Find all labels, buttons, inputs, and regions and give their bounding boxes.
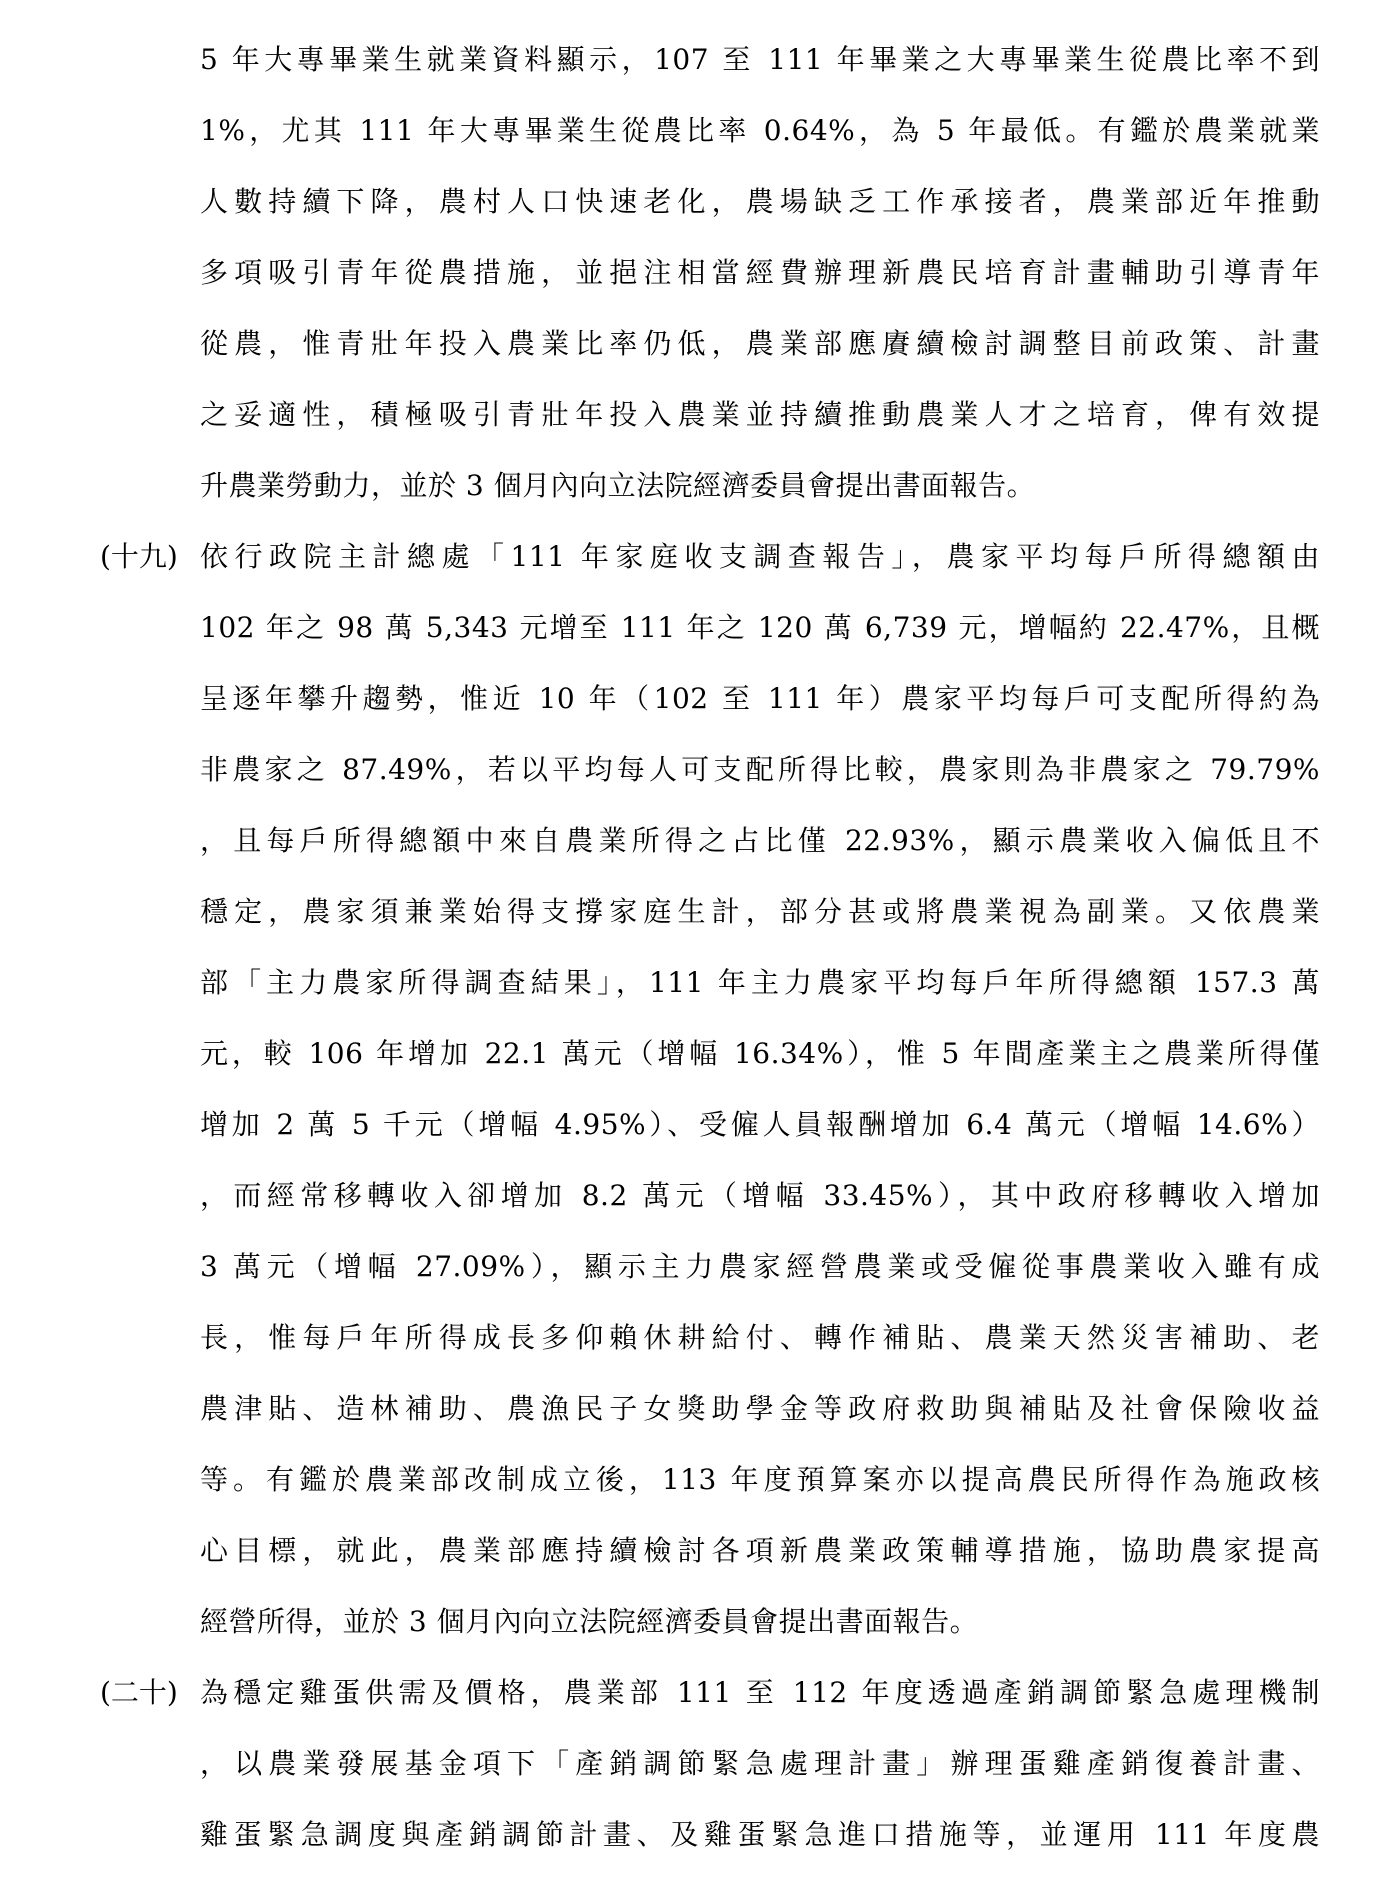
paragraph-line: 從農，惟青壯年投入農業比率仍低，農業部應賡續檢討調整目前政策、計畫 [200, 327, 1320, 360]
item-19-label: (十九) [100, 540, 178, 573]
item-19-line: 3 萬元（增幅 27.09%），顯示主力農家經營農業或受僱從事農業收入雖有成 [200, 1250, 1320, 1283]
item-19-line: 元，較 106 年增加 22.1 萬元（增幅 16.34%），惟 5 年間產業主之農業所得僅 [200, 1037, 1320, 1070]
paragraph-line: 升農業勞動力，並於 3 個月內向立法院經濟委員會提出書面報告。 [200, 469, 1036, 502]
item-19-line: 心目標，就此，農業部應持續檢討各項新農業政策輔導措施，協助農家提高 [200, 1534, 1320, 1567]
item-20-line: 為穩定雞蛋供需及價格，農業部 111 至 112 年度透過產銷調節緊急處理機制 [200, 1676, 1320, 1709]
item-20-line: ，以農業發展基金項下「產銷調節緊急處理計畫」辦理蛋雞產銷復養計畫、 [200, 1747, 1320, 1780]
item-19-line: 經營所得，並於 3 個月內向立法院經濟委員會提出書面報告。 [200, 1605, 979, 1638]
item-19-line: ，且每戶所得總額中來自農業所得之占比僅 22.93%，顯示農業收入偏低且不 [200, 824, 1320, 857]
paragraph-line: 5 年大專畢業生就業資料顯示，107 至 111 年畢業之大專畢業生從農比率不到 [200, 43, 1320, 76]
item-19-line: 等。有鑑於農業部改制成立後，113 年度預算案亦以提高農民所得作為施政核 [200, 1463, 1320, 1496]
item-19-line: 依行政院主計總處「111 年家庭收支調查報告」，農家平均每戶所得總額由 [200, 540, 1320, 573]
item-19-line: 穩定，農家須兼業始得支撐家庭生計，部分甚或將農業視為副業。又依農業 [200, 895, 1320, 928]
item-19-line: 呈逐年攀升趨勢，惟近 10 年（102 至 111 年）農家平均每戶可支配所得約為 [200, 682, 1320, 715]
item-19-line: 增加 2 萬 5 千元（增幅 4.95%）、受僱人員報酬增加 6.4 萬元（增幅 14.6%） [200, 1108, 1320, 1141]
item-19-line: 部「主力農家所得調查結果」，111 年主力農家平均每戶年所得總額 157.3 萬 [200, 966, 1320, 999]
paragraph-line: 之妥適性，積極吸引青壯年投入農業並持續推動農業人才之培育，俾有效提 [200, 398, 1320, 431]
item-20-line: 雞蛋緊急調度與產銷調節計畫、及雞蛋緊急進口措施等，並運用 111 年度農 [200, 1818, 1320, 1851]
item-20-label: (二十) [100, 1676, 178, 1709]
item-19-line: ，而經常移轉收入卻增加 8.2 萬元（增幅 33.45%），其中政府移轉收入增加 [200, 1179, 1320, 1212]
paragraph-line: 1%，尤其 111 年大專畢業生從農比率 0.64%，為 5 年最低。有鑑於農業就業 [200, 114, 1320, 147]
paragraph-line: 多項吸引青年從農措施，並挹注相當經費辦理新農民培育計畫輔助引導青年 [200, 256, 1320, 289]
item-19-line: 非農家之 87.49%，若以平均每人可支配所得比較，農家則為非農家之 79.79% [200, 753, 1320, 786]
item-19-line: 農津貼、造林補助、農漁民子女獎助學金等政府救助與補貼及社會保險收益 [200, 1392, 1320, 1425]
item-19-line: 102 年之 98 萬 5,343 元增至 111 年之 120 萬 6,739 元，增幅約 22.47%，且概 [200, 611, 1320, 644]
paragraph-line: 人數持續下降，農村人口快速老化，農場缺乏工作承接者，農業部近年推動 [200, 185, 1320, 218]
item-19-line: 長，惟每戶年所得成長多仰賴休耕給付、轉作補貼、農業天然災害補助、老 [200, 1321, 1320, 1354]
